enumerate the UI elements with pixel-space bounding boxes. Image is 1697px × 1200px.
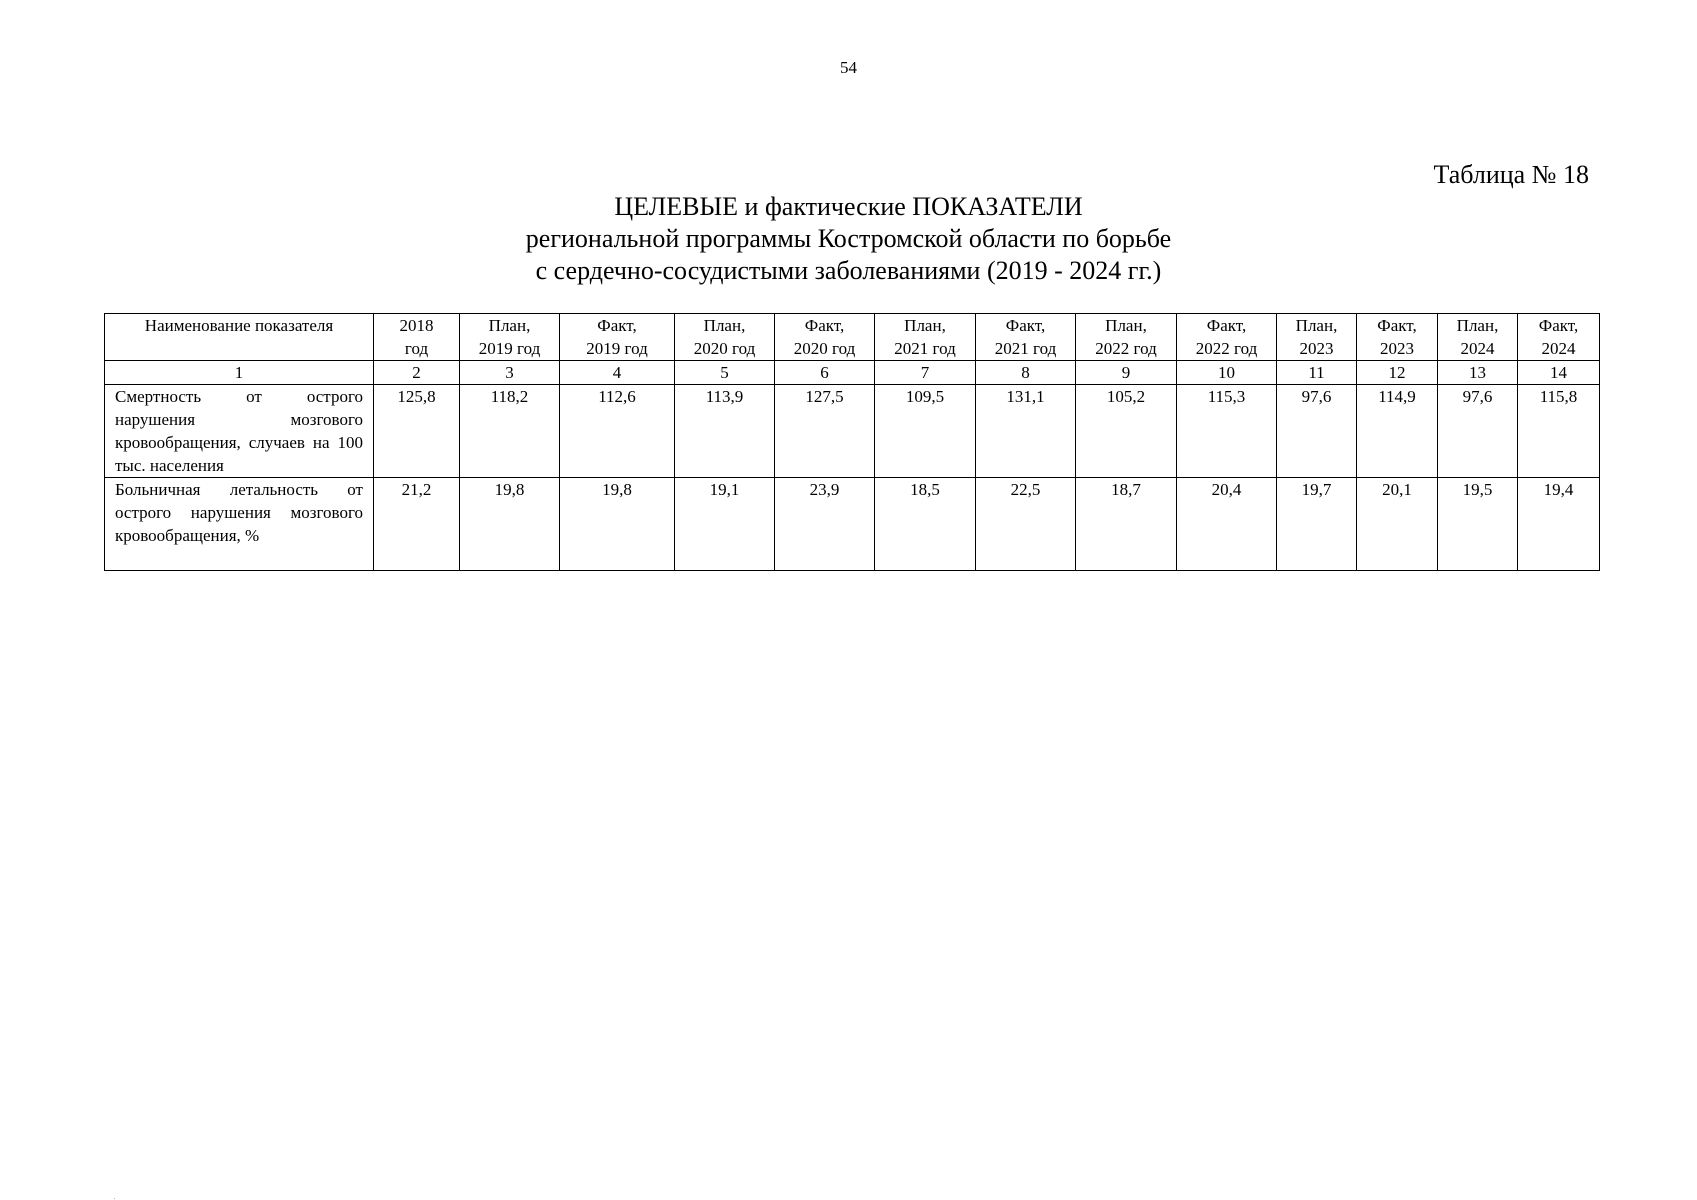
column-header: [675, 314, 775, 361]
column-number: 8: [976, 361, 1076, 385]
indicator-value: 20,4: [1177, 478, 1277, 571]
indicator-value: 20,1: [1357, 478, 1438, 571]
column-header-line1: Факт,: [804, 316, 845, 335]
header-row: [105, 314, 1600, 361]
indicator-value: 127,5: [775, 385, 875, 478]
column-header-line1: План,: [1456, 316, 1499, 335]
column-header: [560, 314, 675, 361]
column-header-line1: План,: [904, 316, 946, 335]
column-header: [775, 314, 875, 361]
column-header-line1: Факт,: [1538, 316, 1579, 335]
indicator-value: 115,3: [1177, 385, 1277, 478]
indicator-value: 18,7: [1076, 478, 1177, 571]
column-number: 10: [1177, 361, 1277, 385]
column-number: 11: [1277, 361, 1357, 385]
indicator-value: 112,6: [560, 385, 675, 478]
indicator-value: 115,8: [1518, 385, 1600, 478]
column-header-line1: План,: [1295, 316, 1338, 335]
column-header-line1: 2018: [399, 316, 434, 335]
column-header-line1: Факт,: [1377, 316, 1417, 335]
column-header-line2: 2021 год: [894, 339, 956, 358]
column-header: [1438, 314, 1518, 361]
title-line-1: ЦЕЛЕВЫЕ и фактические ПОКАЗАТЕЛИ: [614, 192, 1083, 221]
column-header-line2: 2024: [1460, 339, 1495, 358]
indicator-value: 19,7: [1277, 478, 1357, 571]
indicator-value: 113,9: [675, 385, 775, 478]
indicator-value: 19,5: [1438, 478, 1518, 571]
column-number: 5: [675, 361, 775, 385]
column-header-line2: 2020 год: [693, 339, 756, 358]
column-header: [875, 314, 976, 361]
column-header: [374, 314, 460, 361]
indicator-value: 131,1: [976, 385, 1076, 478]
column-header-line2: 2022 год: [1095, 339, 1157, 358]
title-line-3: с сердечно-сосудистыми заболеваниями (2019 - 2024 гг.): [535, 256, 1162, 285]
column-header-line2: 2023: [1299, 339, 1334, 358]
column-header: [105, 314, 374, 361]
column-header-line1: Факт,: [1005, 316, 1046, 335]
column-header: [1277, 314, 1357, 361]
scan-artifact: [114, 1198, 115, 1199]
column-header-line2: 2023: [1380, 339, 1414, 358]
column-header: [1076, 314, 1177, 361]
column-header-line1: Наименование показателя: [144, 316, 334, 335]
column-header-line2: 2022 год: [1195, 339, 1258, 358]
column-number-row: [105, 361, 1600, 385]
column-header-line1: План,: [1105, 316, 1147, 335]
column-number: 7: [875, 361, 976, 385]
column-header-line1: План,: [488, 316, 531, 335]
column-header-line2: 2019 год: [586, 339, 648, 358]
indicators-table: [104, 313, 1600, 571]
indicator-name: Смертность от острого нарушения мозгового кровообращения, случаев на 100 тыс. населения: [105, 385, 374, 478]
indicator-value: 19,4: [1518, 478, 1600, 571]
column-header: [1357, 314, 1438, 361]
column-number: 2: [374, 361, 460, 385]
document-title: [0, 191, 1697, 287]
table-row-stroke-mortality: [105, 385, 1600, 478]
column-header-line2: год: [404, 339, 429, 358]
table-row-hospital-lethality: [105, 478, 1600, 571]
column-header: [1177, 314, 1277, 361]
indicator-value: 97,6: [1438, 385, 1518, 478]
table-number: Таблица № 18: [1433, 160, 1589, 189]
column-header-line2: 2024: [1541, 339, 1576, 358]
title-line-2: региональной программы Костромской области по борьбе: [525, 224, 1172, 253]
indicator-value: 23,9: [775, 478, 875, 571]
indicator-value: 19,8: [460, 478, 560, 571]
indicator-value: 118,2: [460, 385, 560, 478]
column-number: 3: [460, 361, 560, 385]
column-number: 6: [775, 361, 875, 385]
column-header-line1: План,: [703, 316, 746, 335]
column-header-line2: 2019 год: [478, 339, 541, 358]
indicator-value: 19,8: [560, 478, 675, 571]
indicator-value: 114,9: [1357, 385, 1438, 478]
indicator-value: 109,5: [875, 385, 976, 478]
column-header-line2: 2020 год: [793, 339, 856, 358]
page-number: 54: [840, 58, 857, 77]
indicator-value: 22,5: [976, 478, 1076, 571]
column-number: 9: [1076, 361, 1177, 385]
indicator-value: 125,8: [374, 385, 460, 478]
column-header-line1: Факт,: [1206, 316, 1247, 335]
indicator-value: 97,6: [1277, 385, 1357, 478]
indicator-value: 18,5: [875, 478, 976, 571]
column-header-line2: 2021 год: [994, 339, 1057, 358]
indicator-value: 19,1: [675, 478, 775, 571]
indicator-name: Больничная летальность от острого нарушения мозгового кровообращения, %: [105, 478, 374, 571]
column-header: [976, 314, 1076, 361]
indicator-value: 105,2: [1076, 385, 1177, 478]
indicator-value: 21,2: [374, 478, 460, 571]
column-number: 12: [1357, 361, 1438, 385]
column-number: 1: [105, 361, 374, 385]
column-header: [460, 314, 560, 361]
column-number: 14: [1518, 361, 1600, 385]
column-header-line1: Факт,: [597, 316, 637, 335]
column-header: [1518, 314, 1600, 361]
column-number: 4: [560, 361, 675, 385]
column-number: 13: [1438, 361, 1518, 385]
